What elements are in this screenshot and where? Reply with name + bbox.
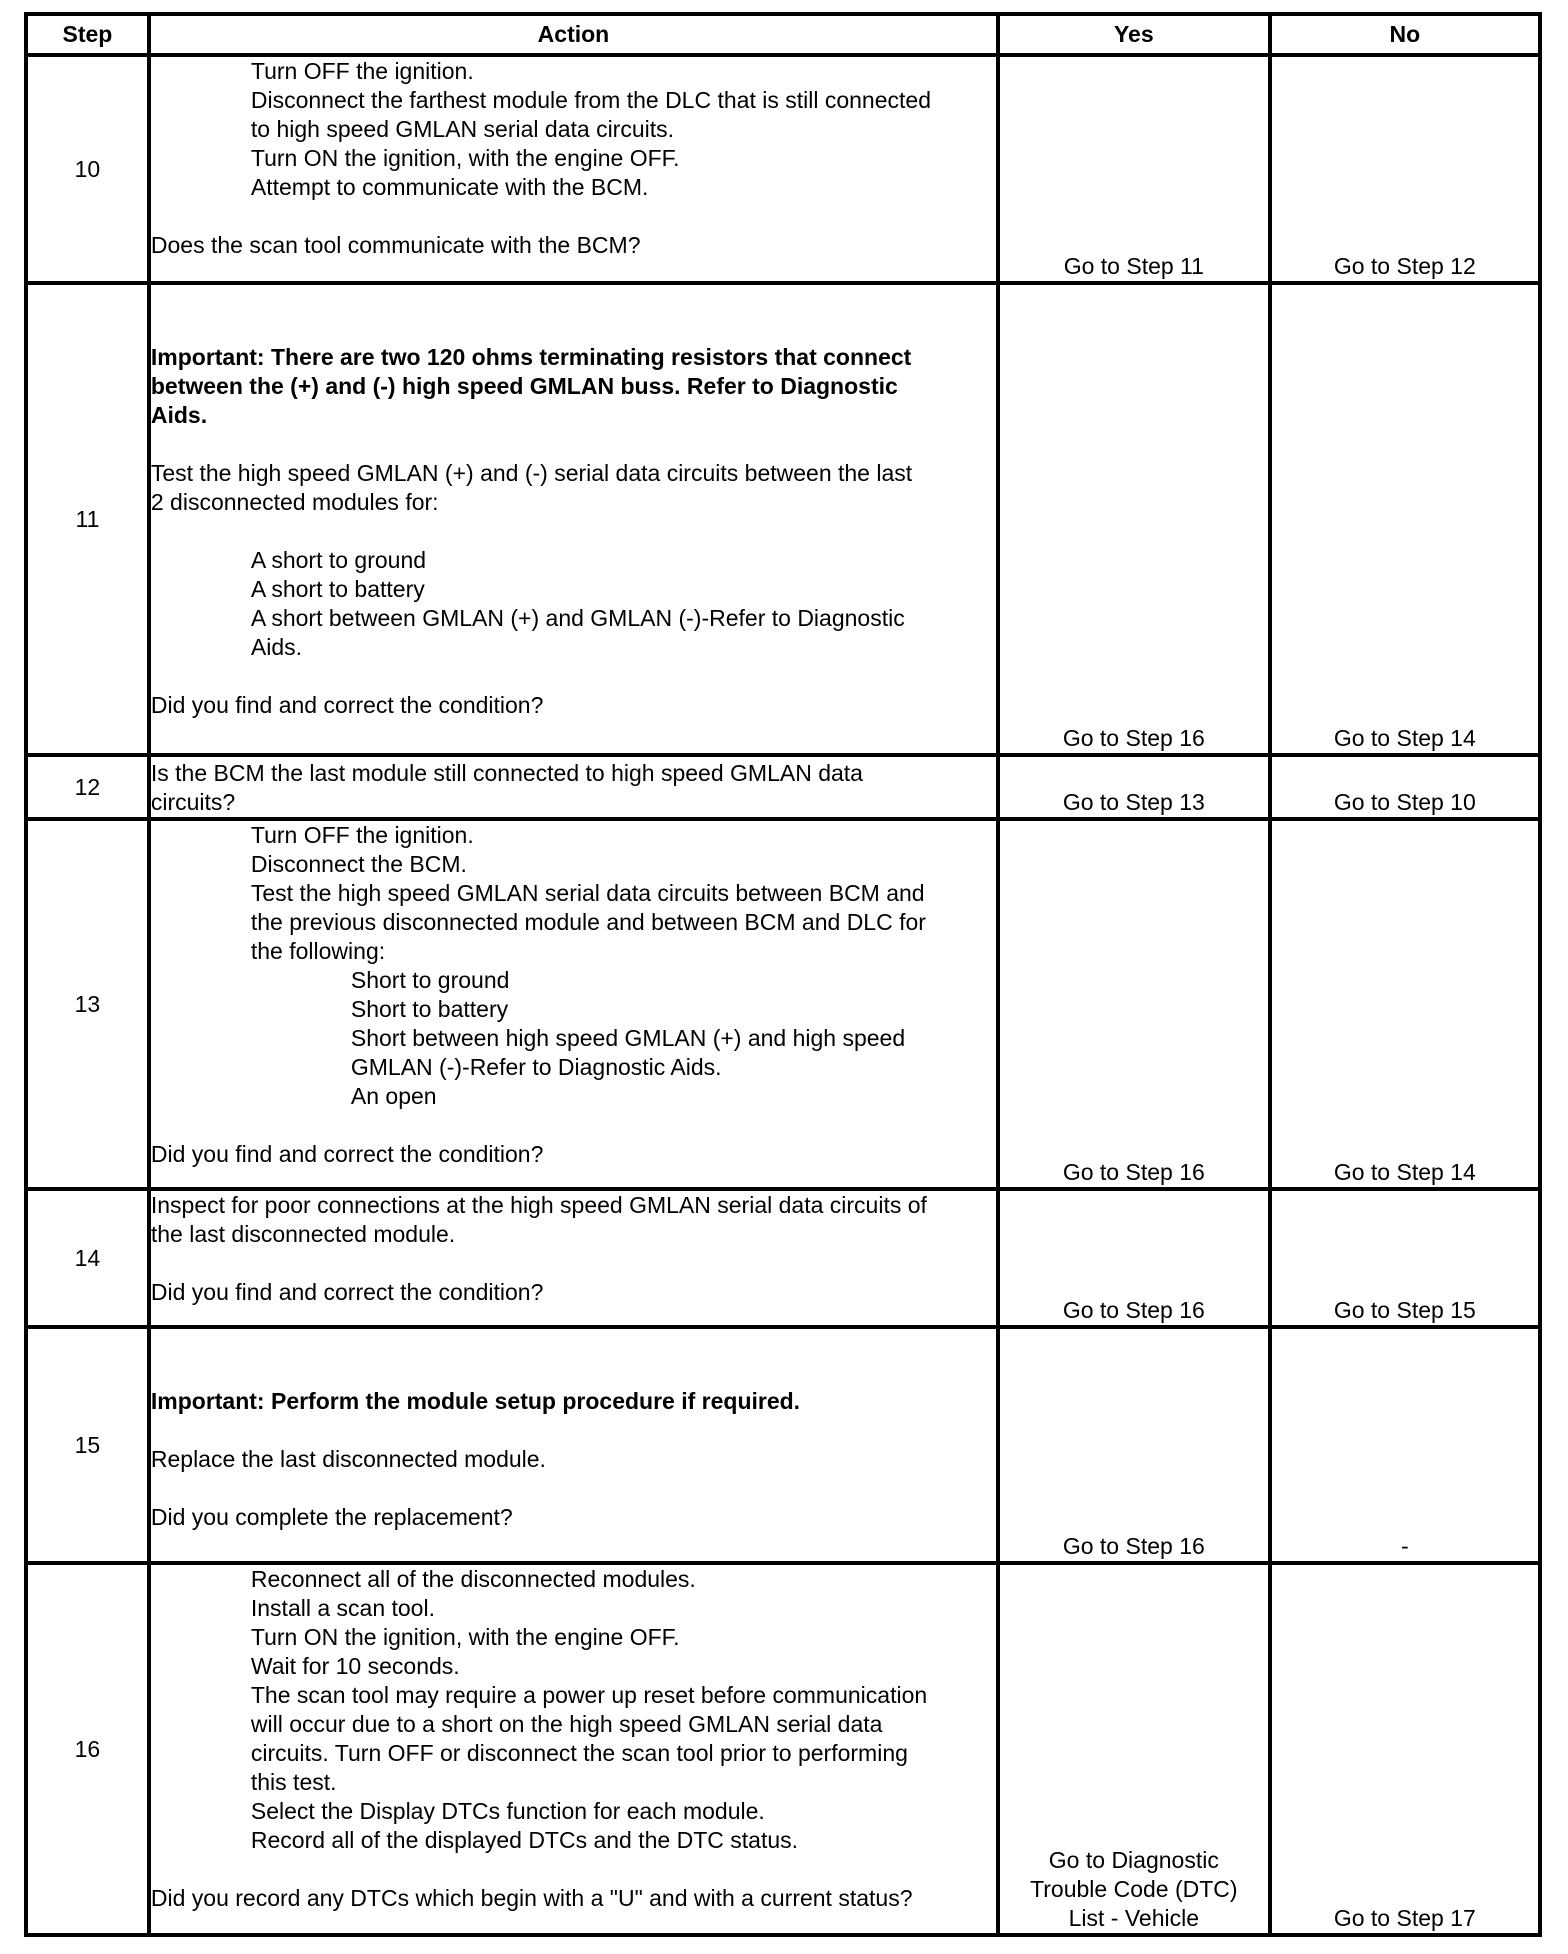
important-note: Important: Perform the module setup procedure if required. bbox=[150, 1388, 801, 1414]
action-question: Did you find and correct the condition? bbox=[150, 1141, 544, 1167]
action-text: Replace the last disconnected module. bbox=[150, 1446, 546, 1472]
action-text: Test the high speed GMLAN (+) and (-) serial data circuits between the last bbox=[150, 460, 913, 486]
table-row bbox=[26, 1327, 1540, 1563]
action-item: Turn OFF the ignition. bbox=[250, 58, 474, 84]
header-row bbox=[26, 14, 1540, 55]
action-item: the following: bbox=[250, 938, 386, 964]
no-result: - bbox=[1270, 1327, 1540, 1563]
action-question: Did you record any DTCs which begin with a "U" and with a current status? bbox=[150, 1885, 913, 1911]
action-item: Disconnect the farthest module from the DLC that is still connected bbox=[250, 87, 931, 113]
step-number: 11 bbox=[26, 283, 149, 755]
action-cell bbox=[149, 1189, 998, 1327]
no-result: Go to Step 14 bbox=[1270, 283, 1540, 755]
action-question: Did you complete the replacement? bbox=[150, 1504, 513, 1530]
action-item: this test. bbox=[250, 1769, 337, 1795]
action-item: the previous disconnected module and between BCM and DLC for bbox=[250, 909, 926, 935]
action-item: Wait for 10 seconds. bbox=[250, 1653, 460, 1679]
action-cell bbox=[149, 283, 998, 755]
action-item: Turn OFF the ignition. bbox=[250, 822, 474, 848]
action-item: Turn ON the ignition, with the engine OFF. bbox=[250, 1624, 680, 1650]
action-item: Attempt to communicate with the BCM. bbox=[250, 174, 649, 200]
step-number: 13 bbox=[26, 819, 149, 1189]
action-item: to high speed GMLAN serial data circuits. bbox=[250, 116, 675, 142]
step-number: 12 bbox=[26, 755, 149, 819]
action-subitem: An open bbox=[350, 1083, 437, 1109]
action-item: Test the high speed GMLAN serial data circuits between BCM and bbox=[250, 880, 925, 906]
header-step: Step bbox=[26, 14, 149, 55]
yes-result: Go to Step 16 bbox=[998, 1327, 1270, 1563]
table-row bbox=[26, 55, 1540, 283]
action-item: A short to battery bbox=[250, 576, 425, 602]
no-result: Go to Step 14 bbox=[1270, 819, 1540, 1189]
action-cell bbox=[149, 755, 998, 819]
action-item: will occur due to a short on the high speed GMLAN serial data bbox=[250, 1711, 883, 1737]
header-no: No bbox=[1270, 14, 1540, 55]
step-number: 16 bbox=[26, 1563, 149, 1935]
yes-result: Go to Step 13 bbox=[998, 755, 1270, 819]
header-action: Action bbox=[149, 14, 998, 55]
action-item: Aids. bbox=[250, 634, 303, 660]
action-item: Reconnect all of the disconnected modules. bbox=[250, 1566, 696, 1592]
action-item: Select the Display DTCs function for each module. bbox=[250, 1798, 765, 1824]
action-item: The scan tool may require a power up reset before communication bbox=[250, 1682, 928, 1708]
yes-result-line: Go to Diagnostic bbox=[1048, 1847, 1219, 1873]
no-result: Go to Step 15 bbox=[1270, 1189, 1540, 1327]
yes-result: Go to Step 16 bbox=[998, 1189, 1270, 1327]
table-row bbox=[26, 283, 1540, 755]
table-row bbox=[26, 819, 1540, 1189]
action-item: Install a scan tool. bbox=[250, 1595, 435, 1621]
action-cell bbox=[149, 55, 998, 283]
step-number: 14 bbox=[26, 1189, 149, 1327]
no-result: Go to Step 10 bbox=[1270, 755, 1540, 819]
action-item: A short to ground bbox=[250, 547, 427, 573]
action-subitem: GMLAN (-)-Refer to Diagnostic Aids. bbox=[350, 1054, 722, 1080]
action-question: Is the BCM the last module still connected to high speed GMLAN data bbox=[150, 760, 863, 786]
yes-result: Go to Step 11 bbox=[998, 55, 1270, 283]
action-item: Record all of the displayed DTCs and the DTC status. bbox=[250, 1827, 799, 1853]
action-cell bbox=[149, 1563, 998, 1935]
action-subitem: Short between high speed GMLAN (+) and high speed bbox=[350, 1025, 906, 1051]
important-note: Aids. bbox=[150, 402, 208, 428]
action-item: A short between GMLAN (+) and GMLAN (-)-Refer to Diagnostic bbox=[250, 605, 905, 631]
action-question: Did you find and correct the condition? bbox=[150, 1279, 544, 1305]
important-note: Important: There are two 120 ohms terminating resistors that connect bbox=[150, 344, 912, 370]
action-question: circuits? bbox=[150, 789, 236, 815]
action-item: Turn ON the ignition, with the engine OFF. bbox=[250, 145, 680, 171]
no-result: Go to Step 12 bbox=[1270, 55, 1540, 283]
yes-result-line: Trouble Code (DTC) bbox=[1030, 1876, 1238, 1902]
important-note: between the (+) and (-) high speed GMLAN buss. Refer to Diagnostic bbox=[150, 373, 898, 399]
action-item: circuits. Turn OFF or disconnect the scan tool prior to performing bbox=[250, 1740, 908, 1766]
action-cell bbox=[149, 819, 998, 1189]
action-subitem: Short to battery bbox=[350, 996, 509, 1022]
yes-result-line: List - Vehicle bbox=[1068, 1905, 1200, 1931]
table-row bbox=[26, 1563, 1540, 1935]
no-result: Go to Step 17 bbox=[1270, 1563, 1540, 1935]
step-number: 15 bbox=[26, 1327, 149, 1563]
header-yes: Yes bbox=[998, 14, 1270, 55]
action-item: Disconnect the BCM. bbox=[250, 851, 467, 877]
yes-result: Go to Step 16 bbox=[998, 283, 1270, 755]
action-question: Does the scan tool communicate with the BCM? bbox=[150, 232, 641, 258]
action-text: the last disconnected module. bbox=[150, 1221, 456, 1247]
yes-result: Go to Step 16 bbox=[998, 819, 1270, 1189]
action-cell bbox=[149, 1327, 998, 1563]
table-row bbox=[26, 755, 1540, 819]
action-question: Did you find and correct the condition? bbox=[150, 692, 544, 718]
yes-result bbox=[998, 1563, 1270, 1935]
step-number: 10 bbox=[26, 55, 149, 283]
action-text: 2 disconnected modules for: bbox=[150, 489, 439, 515]
action-text: Inspect for poor connections at the high speed GMLAN serial data circuits of bbox=[150, 1192, 927, 1218]
diagnostic-table bbox=[24, 12, 1542, 1937]
table-row bbox=[26, 1189, 1540, 1327]
action-subitem: Short to ground bbox=[350, 967, 510, 993]
